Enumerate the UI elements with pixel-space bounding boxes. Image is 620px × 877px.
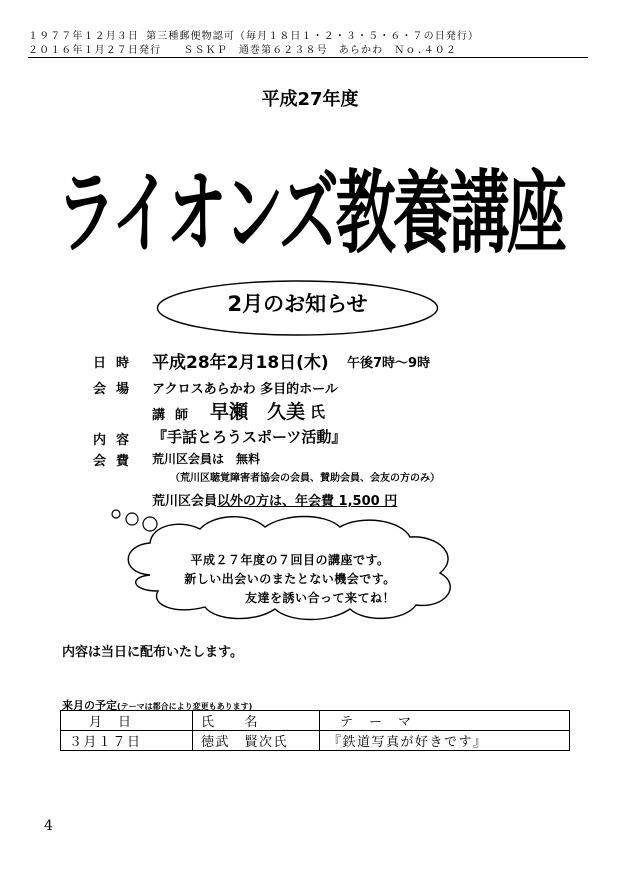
next-schedule-note: (テーマは都合により変更もあります) [117, 702, 253, 711]
fee-value: 荒川区会員は 無料 [152, 452, 261, 466]
schedule-table [60, 710, 570, 751]
lecturer-name: 早瀬 久美 [210, 401, 306, 423]
fiscal-year-heading: 平成27年度 [261, 89, 359, 110]
next-schedule-title: 来月の予定 [62, 699, 117, 712]
fee-other-rest: 以外の方は、年会費 1,500 円 [217, 494, 398, 509]
time-value: 午後7時～9時 [347, 356, 431, 371]
row-name: 徳武 賢次氏 [193, 731, 320, 751]
fee-other-prefix: 荒川区会員 [152, 494, 218, 509]
date-value: 平成28年2月18日(木) [152, 353, 329, 373]
page-number: 4 [44, 818, 53, 834]
bubble-line-1: 平成２７年度の７回目の講座です。 [190, 553, 390, 567]
content-value: 『手話とろうスポーツ活動』 [152, 428, 347, 446]
row-theme: 『鉄道写真が好きです』 [320, 731, 570, 751]
header-name: 氏 名 [193, 711, 320, 731]
venue-label: 会場 [93, 382, 140, 397]
masthead-line-1: １９７７年１２月３日 第三種郵便物認可（毎月１８日１・２・３・５・６・７の日発行） [28, 31, 480, 42]
venue-value: アクロスあらかわ 多目的ホール [152, 382, 338, 397]
fee-note: （荒川区聴覚障害者協会の会員、賛助会員、会友の方のみ） [170, 473, 440, 484]
bubble-line-2: 新しい出会いのまたとない機会です。 [184, 572, 396, 586]
date-label: 日時 [93, 356, 140, 371]
header-theme: テ ー マ [320, 711, 570, 731]
lecturer-suffix: 氏 [310, 403, 326, 421]
page-title: ライオンズ教養講座 [56, 161, 564, 267]
table-row [61, 731, 570, 751]
lecturer-label: 講師 [152, 408, 199, 423]
table-header-row [61, 711, 570, 731]
masthead-rule [28, 57, 588, 58]
bubble-line-3: 友達を誘い合って来てね！ [244, 591, 395, 605]
row-date: ３月１７日 [61, 731, 193, 751]
header-date: 月 日 [61, 711, 193, 731]
notice-heading: 2月のお知らせ [227, 292, 368, 316]
fee-label: 会費 [93, 454, 140, 469]
content-label: 内容 [93, 433, 140, 448]
masthead-line-2: ２０１６年１月２７日発行 ＳＳＫＰ 通巻第６２３８号 あらかわ Ｎｏ.４０２ [28, 45, 457, 56]
handout-note: 内容は当日に配布いたします。 [62, 645, 243, 660]
